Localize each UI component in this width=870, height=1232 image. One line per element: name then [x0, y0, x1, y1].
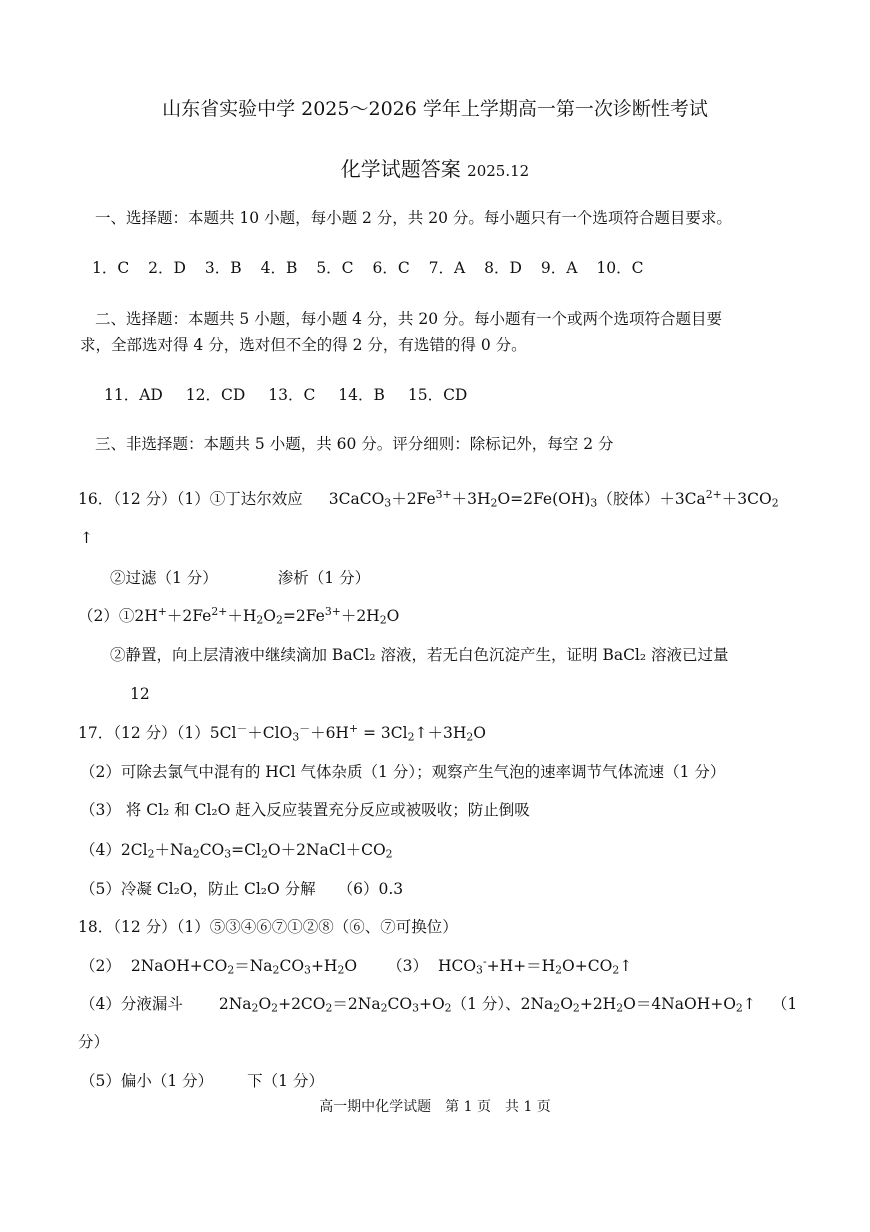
q18-equation-3: $HCO_3^-+H+=H_2O+CO_2↑$ — [437, 955, 633, 977]
page-subtitle — [0, 155, 870, 185]
q18-line4: 分） — [78, 1033, 110, 1051]
section2-heading-line1: 二、选择题：本题共 5 小题，每小题 4 分，共 20 分。每小题有一个或两个选项符合题目要 — [95, 310, 723, 328]
q16-dialysis: 渗析（1 分） — [277, 569, 371, 587]
q17-equation-4: $2Cl_2+Na_2CO_3=Cl_2O+2NaCl+CO_2$ — [120, 841, 393, 861]
q16-filter: ②过滤（1 分） — [110, 569, 218, 587]
subtitle-text: 化学试题答案 — [340, 157, 461, 181]
q17-line1 — [78, 723, 486, 743]
q16-equation-1: $3CaCO_3+2Fe^{3+}+3H_2O=2Fe(OH)_3$（胶体）$+3Ca^{2+}+3CO_2$ — [328, 488, 779, 510]
q16-line1 — [78, 489, 779, 509]
answer-1: 1．C — [92, 259, 130, 277]
q16-part2-label: （2） — [78, 607, 119, 625]
q16-line3 — [110, 568, 370, 588]
q18-part5: （5）偏小（1 分） — [80, 1072, 214, 1090]
page-footer: 高一期中化学试题 第 1 页 共 1 页 — [319, 1099, 551, 1115]
answer-9: 9．A — [540, 259, 578, 277]
q17-line5 — [80, 879, 403, 899]
q18-part2-label: （2） — [80, 957, 121, 975]
q18-part5-b: 下（1 分） — [247, 1072, 324, 1090]
q16-line6: 12 — [130, 685, 150, 703]
q18-line3-tail: （1 — [771, 995, 798, 1013]
q17-part6: （6）0.3 — [337, 880, 404, 898]
q16-part1-label: 16．（12 分）（1）①丁达尔效应 — [78, 490, 303, 508]
page-title: 山东省实验中学 2025～2026 学年上学期高一第一次诊断性考试 — [162, 98, 708, 120]
q17-part4-label: （4） — [80, 841, 121, 859]
q18-line3 — [80, 994, 797, 1014]
section1-heading: 一、选择题：本题共 10 小题，每小题 2 分，共 20 分。每小题只有一个选项符合题目要求。 — [95, 209, 732, 227]
q18-line1: 18．（12 分）（1）⑤③④⑥⑦①②⑧（⑥、⑦可换位） — [78, 918, 458, 936]
q16-line4 — [78, 606, 399, 626]
section2-answers — [104, 385, 467, 405]
answer-11: 11．AD — [104, 386, 163, 404]
answer-6: 6．C — [372, 259, 410, 277]
q17-line3: （3） 将 Cl₂ 和 Cl₂O 赶入反应装置充分反应或被吸收；防止倒吸 — [80, 801, 530, 819]
answer-13: 13．C — [268, 386, 316, 404]
q18-line5 — [80, 1071, 324, 1091]
q17-line4 — [80, 840, 393, 860]
section3-heading: 三、非选择题：本题共 5 小题，共 60 分。评分细则：除标记外，每空 2 分 — [95, 435, 614, 453]
answer-14: 14．B — [338, 386, 385, 404]
q18-line2 — [80, 956, 632, 976]
section1-answers — [92, 258, 643, 278]
answer-4: 4．B — [260, 259, 298, 277]
q18-equation-4: $2Na_2O_2+2CO_2=2Na_2CO_3+O_2(1$ 分）、$2Na_2O_2+2H_2O=4NaOH+O_2↑$ — [218, 995, 756, 1015]
q18-equation-2: $2NaOH+CO_2=Na_2CO_3+H_2O$ — [130, 957, 358, 977]
q17-equation-1: $5Cl^-+ClO_3^-+6H^+ = 3Cl_2↑+3H_2O$ — [209, 722, 486, 744]
q18-part3-label: （3） — [387, 957, 428, 975]
subtitle-date: 2025.12 — [467, 162, 530, 180]
answer-2: 2．D — [148, 259, 186, 277]
q18-part4-label: （4）分液漏斗 — [80, 995, 183, 1013]
answer-12: 12．CD — [185, 386, 246, 404]
q16-arrow: ↑ — [80, 529, 93, 547]
q17-part1-label: 17．（12 分）（1） — [78, 724, 210, 742]
q17-part5: （5）冷凝 Cl₂O，防止 Cl₂O 分解 — [80, 880, 316, 898]
q17-line2: （2）可除去氯气中混有的 HCl 气体杂质（1 分）；观察产生气泡的速率调节气体流速（1 分） — [80, 763, 726, 781]
answer-10: 10．C — [596, 259, 644, 277]
answer-15: 15．CD — [407, 386, 468, 404]
answer-7: 7．A — [428, 259, 466, 277]
q16-line5: ②静置，向上层清液中继续滴加 BaCl₂ 溶液，若无白色沉淀产生，证明 BaCl₂ 溶液已过量 — [110, 646, 729, 664]
answer-5: 5．C — [316, 259, 354, 277]
section2-heading-line2: 求，全部选对得 4 分，选对但不全的得 2 分，有选错的得 0 分。 — [80, 336, 527, 354]
answer-3: 3．B — [204, 259, 242, 277]
q16-equation-2: $①2H^++2Fe^{2+}+H_2O_2=2Fe^{3+}+2H_2O$ — [118, 605, 400, 627]
answer-8: 8．D — [484, 259, 522, 277]
